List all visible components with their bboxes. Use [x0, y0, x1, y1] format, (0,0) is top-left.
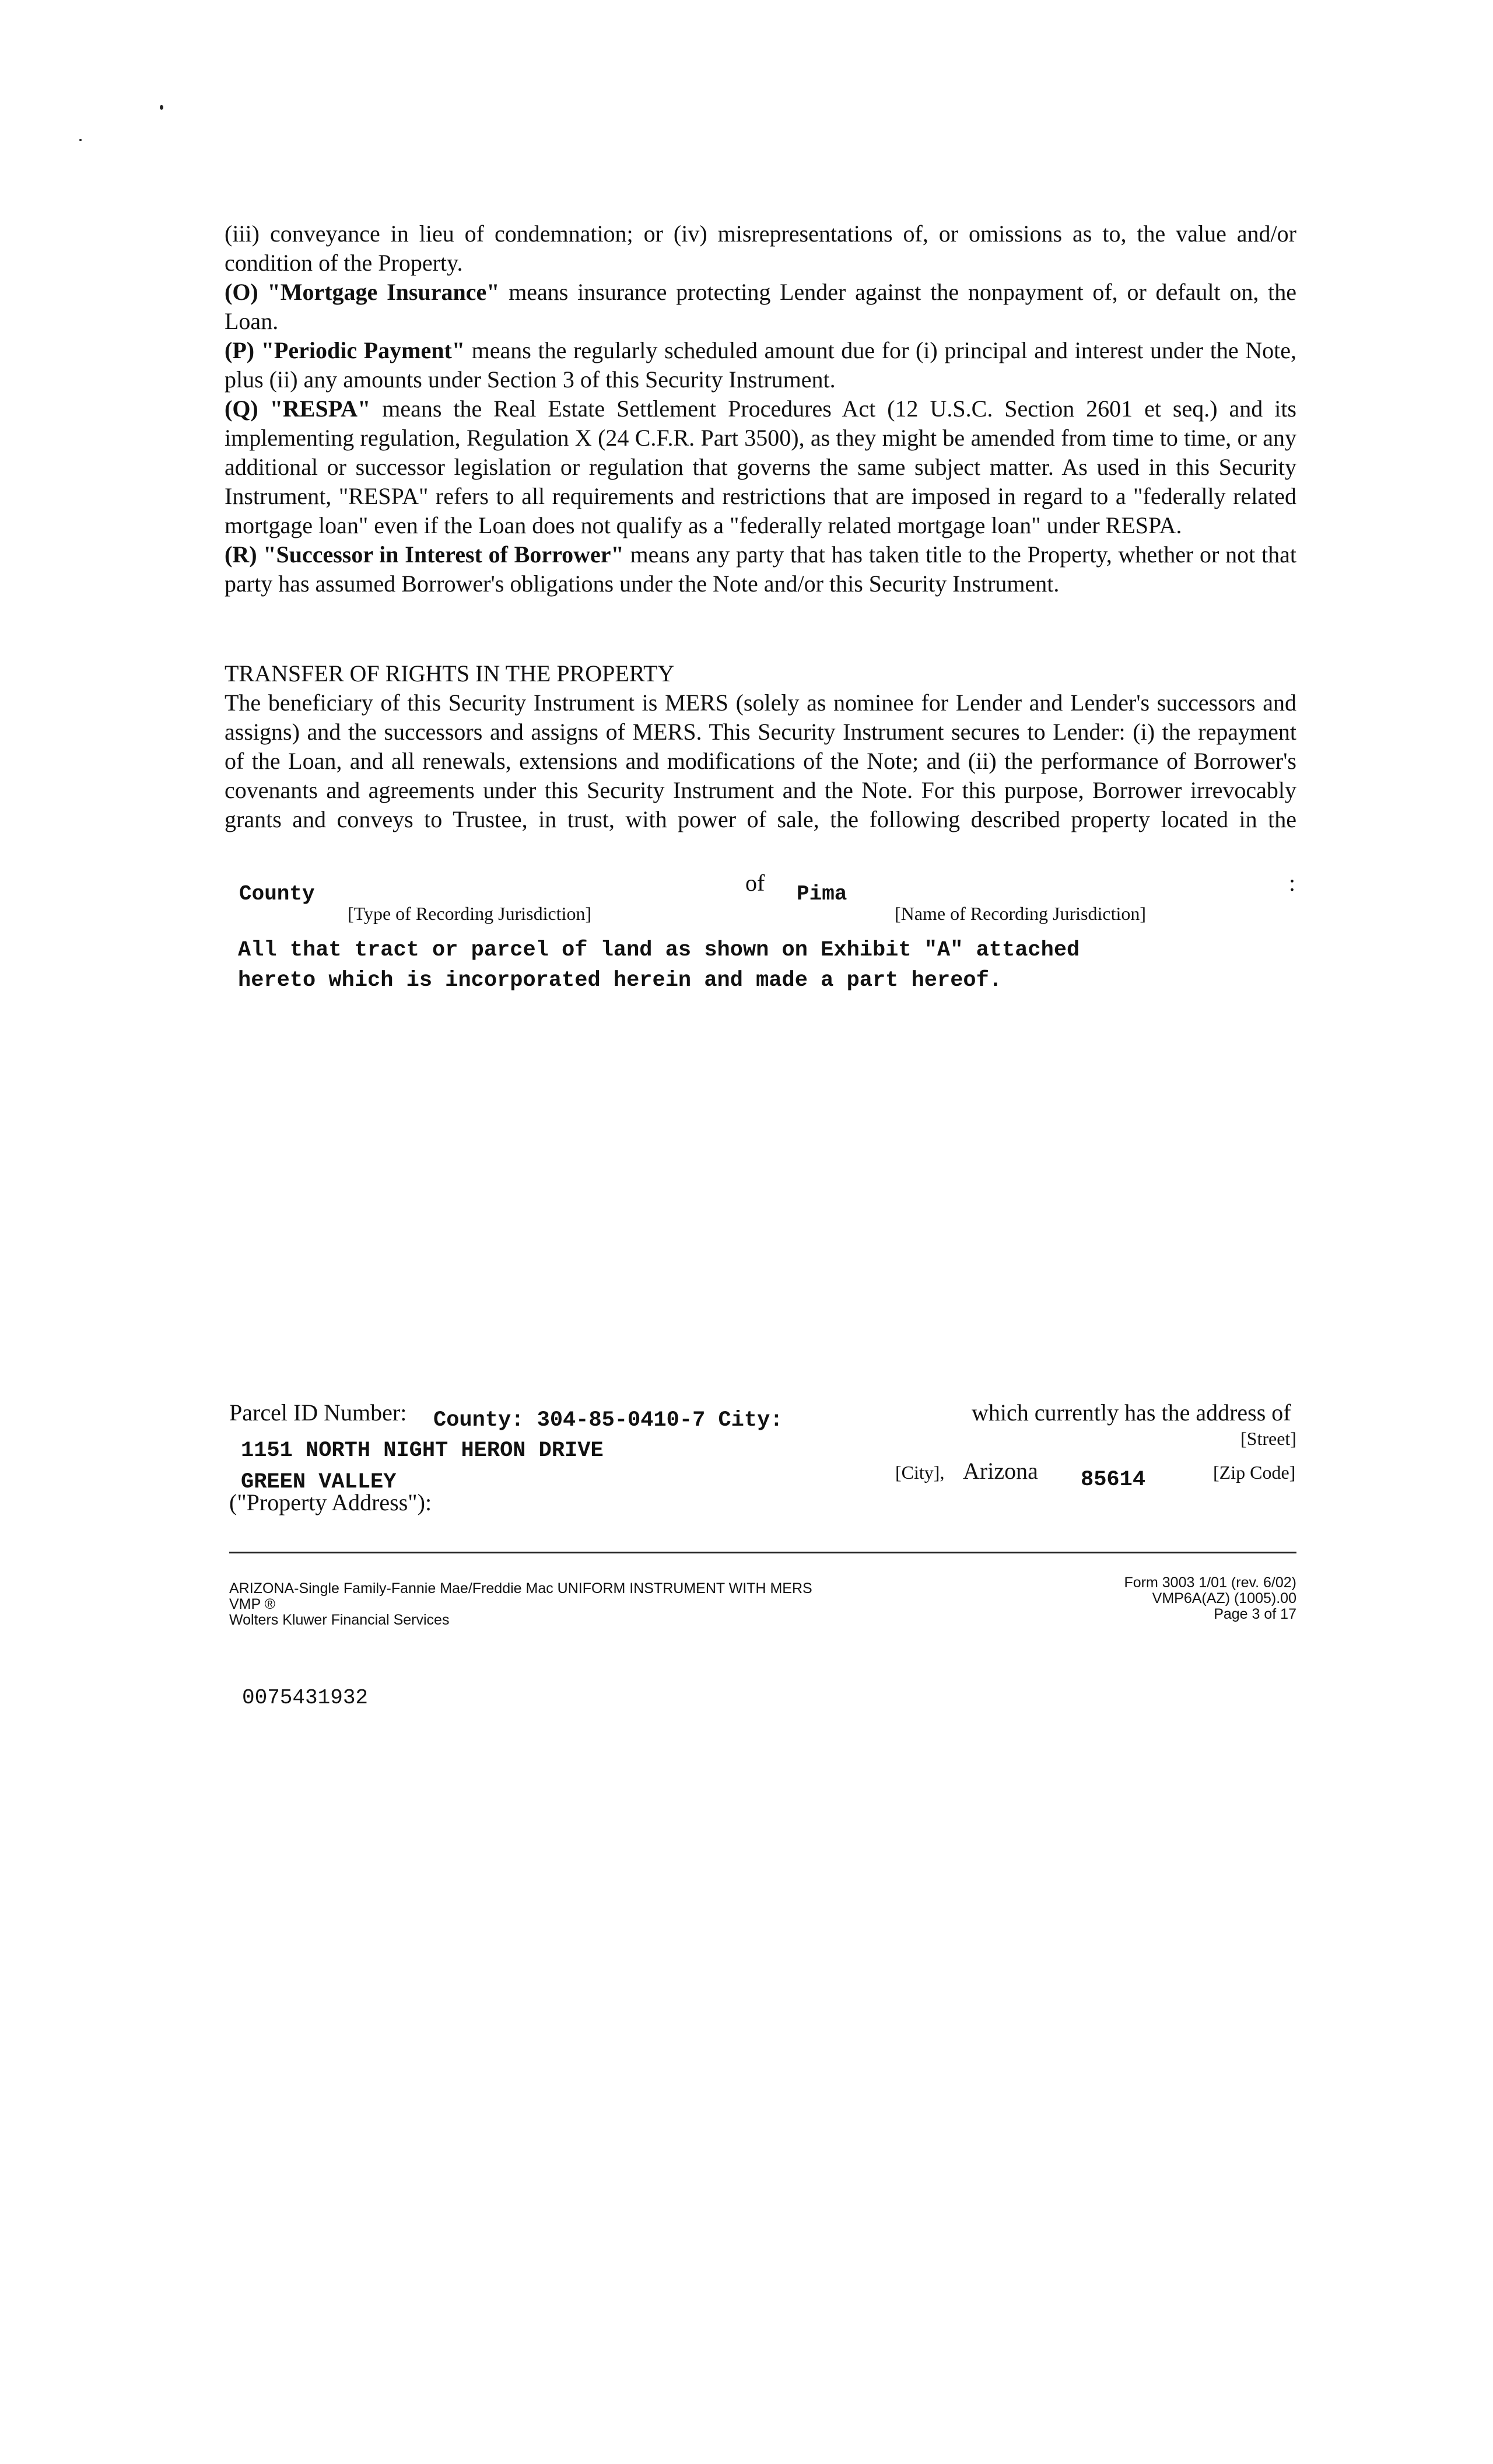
jurisdiction-type-label: [Type of Recording Jurisdiction]	[348, 903, 592, 924]
definition-r-term: (R) "Successor in Interest of Borrower"	[225, 541, 624, 568]
transfer-paragraph: The beneficiary of this Security Instrument is MERS (solely as nominee for Lender and Lender's successors and assigns) and the successors and assigns of MERS. This Security Instrument secures to Lender: (i) the repayment of the Loan, and all renewals, extensions and modifications of the Note; and (ii) the performance of Borrower's covenants and agreements under this Security Instrument and the Note. For this purpose, Borrower irrevocably grants and conveys to Trustee, in trust, with power of sale, the following described property located in the	[225, 690, 1296, 832]
scan-speck	[79, 139, 82, 141]
parcel-id-value: County: 304-85-0410-7 City:	[433, 1408, 783, 1433]
definition-p	[225, 336, 1296, 394]
definition-p-term: (P) "Periodic Payment"	[225, 337, 465, 363]
legal-description-line-1: All that tract or parcel of land as shown on Exhibit "A" attached	[238, 938, 1080, 963]
definition-r	[225, 540, 1296, 598]
scan-speck	[160, 105, 163, 110]
address-intro: which currently has the address of	[972, 1399, 1291, 1426]
footer-divider	[229, 1552, 1296, 1553]
city-label: [City],	[895, 1462, 945, 1483]
footer-form-code: VMP6A(AZ) (1005).00	[1152, 1590, 1296, 1606]
city-value: GREEN VALLEY	[241, 1470, 397, 1494]
definition-continuation: (iii) conveyance in lieu of condemnation; or (iv) misrepresentations of, or omissions as to, the value and/or condition of the Property.	[225, 220, 1296, 276]
footer-form-number: Form 3003 1/01 (rev. 6/02)	[1124, 1574, 1296, 1591]
definition-q	[225, 394, 1296, 540]
property-address-label: ("Property Address"):	[229, 1489, 432, 1516]
jurisdiction-name-value: Pima	[797, 882, 847, 906]
legal-description-line-2: hereto which is incorporated herein and made a part hereof.	[238, 968, 1003, 993]
street-label: [Street]	[1240, 1428, 1296, 1449]
loan-number: 0075431932	[242, 1686, 369, 1710]
definition-q-text: means the Real Estate Settlement Procedures Act (12 U.S.C. Section 2601 et seq.) and its implementing regulation, Regulation X (24 C.F.R. Part 3500), as they might be amended from time to time, or any additional or successor legislation or regulation that governs the same subject matter. As used in this Security Instrument, "RESPA" refers to all requirements and restrictions that are imposed in regard to a "federally related mortgage loan" even if the Loan does not qualify as a "federally related mortgage loan" under RESPA.	[225, 396, 1296, 538]
transfer-heading: TRANSFER OF RIGHTS IN THE PROPERTY	[225, 660, 675, 687]
jurisdiction-colon: :	[1289, 870, 1296, 896]
footer-publisher: Wolters Kluwer Financial Services	[229, 1612, 450, 1628]
jurisdiction-name-label: [Name of Recording Jurisdiction]	[895, 903, 1146, 924]
zip-value: 85614	[1081, 1468, 1146, 1492]
state-name: Arizona	[963, 1458, 1038, 1484]
definition-o-term: (O) "Mortgage Insurance"	[225, 279, 500, 305]
street-value: 1151 NORTH NIGHT HERON DRIVE	[241, 1438, 604, 1463]
footer-page-number: Page 3 of 17	[1214, 1606, 1296, 1622]
parcel-id-label: Parcel ID Number:	[229, 1399, 407, 1426]
footer-vmp: VMP ®	[229, 1596, 276, 1612]
definitions-block	[225, 219, 1296, 598]
jurisdiction-type-value: County	[239, 882, 315, 906]
definition-o	[225, 278, 1296, 336]
definition-o-text: means insurance protecting Lender against the nonpayment of, or default on, the Loan.	[225, 279, 1296, 334]
definition-r-text: means any party that has taken title to the Property, whether or not that party has assumed Borrower's obligations under the Note and/or this Security Instrument.	[225, 541, 1296, 597]
jurisdiction-of: of	[745, 870, 765, 896]
zip-label: [Zip Code]	[1213, 1462, 1296, 1483]
definition-p-text: means the regularly scheduled amount due for (i) principal and interest under the Note, plus (ii) any amounts under Section 3 of this Security Instrument.	[225, 337, 1296, 393]
footer-form-title: ARIZONA-Single Family-Fannie Mae/Freddie Mac UNIFORM INSTRUMENT WITH MERS	[229, 1580, 812, 1597]
definition-q-term: (Q) "RESPA"	[225, 396, 371, 422]
